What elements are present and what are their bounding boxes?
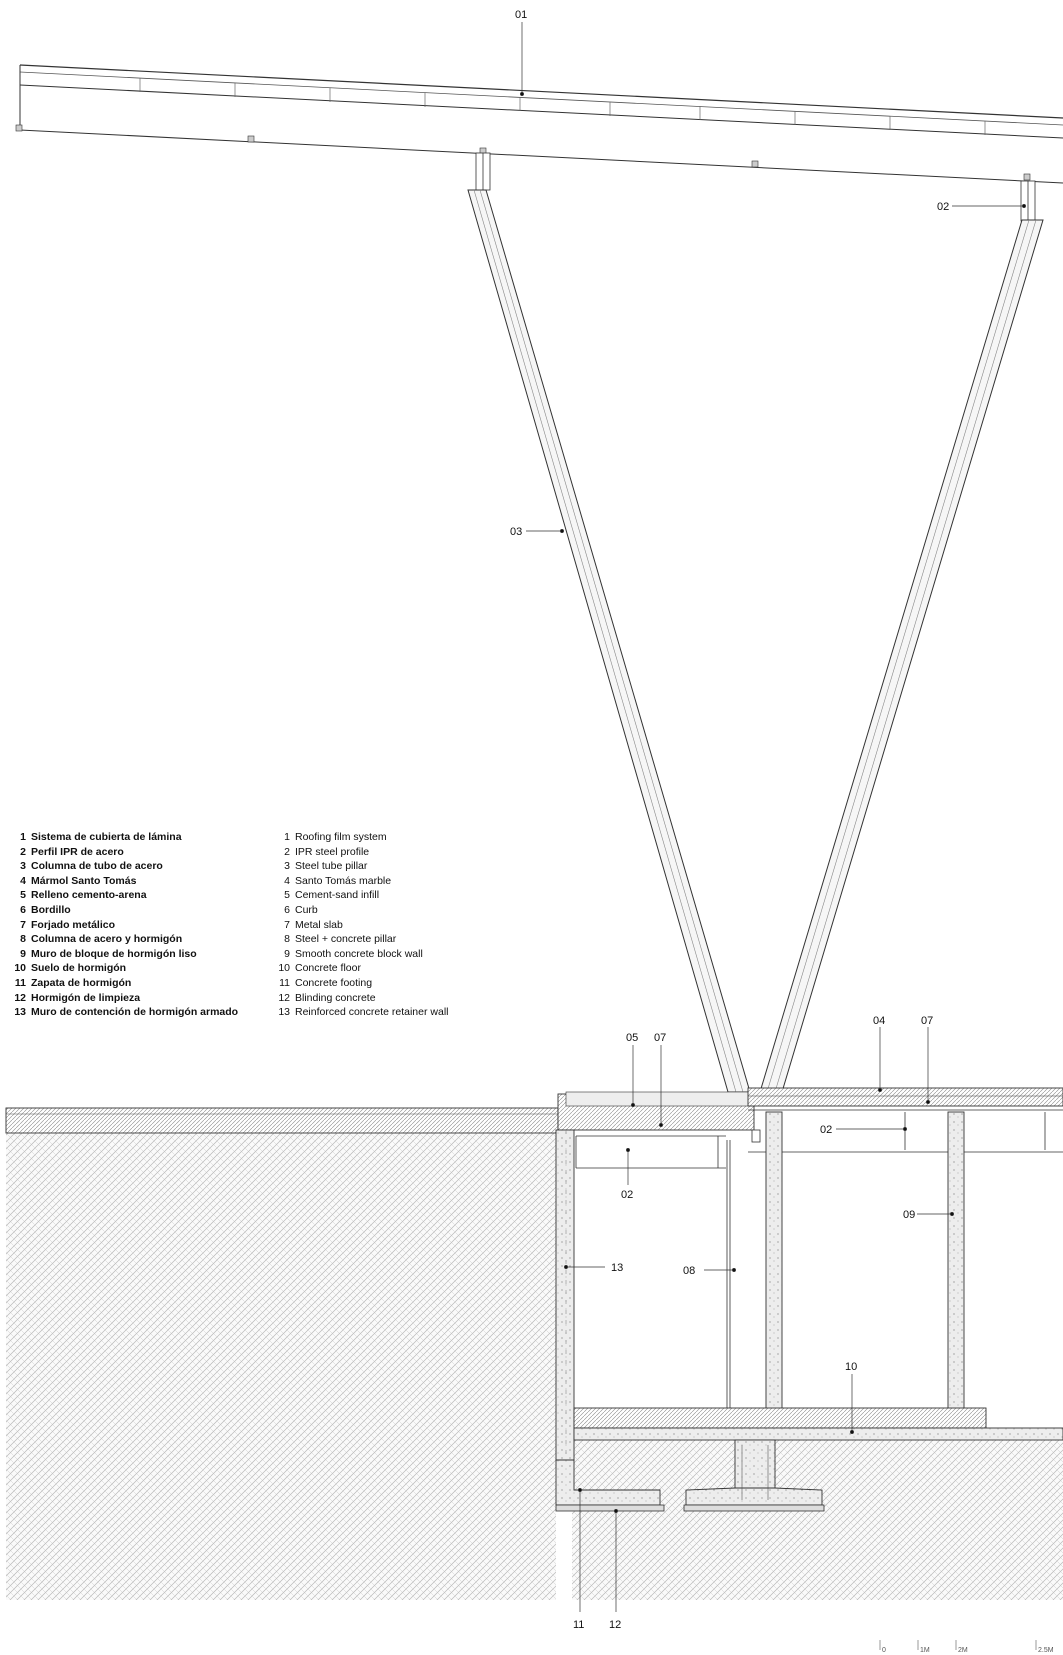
legend-item-label: Blinding concrete xyxy=(295,991,376,1004)
callout-13: 13 xyxy=(611,1262,624,1274)
legend-item-label: Roofing film system xyxy=(295,831,387,843)
soil-fill-left xyxy=(6,1130,556,1600)
legend-item xyxy=(8,932,238,947)
legend-item-label: Cement-sand infill xyxy=(295,889,380,902)
legend-item-number: 9 xyxy=(20,947,26,960)
legend-item-label: Metal slab xyxy=(295,918,343,931)
blinding-concrete xyxy=(556,1505,824,1511)
legend-item-number: 8 xyxy=(284,933,290,946)
roof-system xyxy=(16,65,1063,183)
legend-item-number: 5 xyxy=(20,889,26,902)
callout-01: 01 xyxy=(515,9,528,21)
legend-item xyxy=(272,874,449,889)
legend-item-label: Bordillo xyxy=(31,903,71,916)
legend-item xyxy=(8,888,238,903)
callout-10: 10 xyxy=(845,1361,858,1373)
retaining-wall xyxy=(556,1130,574,1460)
callout-07-right: 07 xyxy=(921,1015,934,1027)
legend-item xyxy=(272,888,449,903)
legend-item-number: 2 xyxy=(284,845,290,858)
callout-02-mid: 02 xyxy=(820,1124,833,1136)
legend-item xyxy=(8,918,238,933)
scale-2m: 2M xyxy=(958,1647,968,1654)
legend-item xyxy=(8,903,238,918)
pavement-slab xyxy=(6,1088,1063,1133)
callout-04: 04 xyxy=(873,1015,886,1027)
legend-item-label: Reinforced concrete retainer wall xyxy=(295,1006,449,1019)
legend-item xyxy=(8,874,238,889)
legend-item-number: 12 xyxy=(278,991,290,1004)
legend-item xyxy=(8,991,238,1006)
legend-item-label: Steel + concrete pillar xyxy=(295,933,397,946)
legend-item-label: IPR steel profile xyxy=(295,845,370,858)
legend-item xyxy=(272,1005,449,1020)
legend-item xyxy=(8,976,238,991)
legend-item xyxy=(272,830,449,845)
legend-item-label: Santo Tomás marble xyxy=(295,874,392,887)
legend-item-number: 2 xyxy=(20,845,26,858)
legend-item-number: 3 xyxy=(20,860,26,873)
legend-item-number: 4 xyxy=(20,874,26,887)
steel-concrete-pillar xyxy=(727,1140,730,1410)
scale-bar xyxy=(880,1640,1054,1654)
legend-item xyxy=(272,918,449,933)
legend-item-label: Suelo de hormigón xyxy=(31,962,127,975)
legend-item-label: Columna de tubo de acero xyxy=(31,860,163,873)
legend-item-number: 10 xyxy=(14,962,26,975)
legend-item-number: 5 xyxy=(284,889,290,902)
legend-item xyxy=(8,830,238,845)
concrete-block-walls xyxy=(766,1112,964,1410)
legend-item xyxy=(8,845,238,860)
legend-item-label: Muro de bloque de hormigón liso xyxy=(31,947,197,960)
legend-item-label: Smooth concrete block wall xyxy=(295,947,423,960)
callout-12: 12 xyxy=(609,1619,622,1631)
legend-item-number: 1 xyxy=(284,831,290,843)
legend-item xyxy=(272,932,449,947)
legend-item-label: Sistema de cubierta de lámina xyxy=(31,831,182,843)
legend-item-number: 9 xyxy=(284,947,290,960)
concrete-floor xyxy=(574,1408,1063,1440)
scale-1m: 1M xyxy=(920,1647,930,1654)
legend-item-label: Hormigón de limpieza xyxy=(31,991,141,1004)
legend-item-label: Forjado metálico xyxy=(31,918,116,931)
legend-english xyxy=(272,830,449,1020)
legend-item xyxy=(8,1005,238,1020)
legend-item xyxy=(272,991,449,1006)
legend-item-number: 11 xyxy=(279,976,290,989)
legend-item xyxy=(272,976,449,991)
legend-item-number: 13 xyxy=(14,1006,26,1019)
legend-item-number: 13 xyxy=(278,1006,290,1019)
legend-item-number: 8 xyxy=(20,933,26,946)
callout-02-top: 02 xyxy=(937,201,950,213)
legend-item xyxy=(8,961,238,976)
legend-item xyxy=(8,859,238,874)
callout-05: 05 xyxy=(626,1032,639,1044)
legend-item-number: 6 xyxy=(20,903,26,916)
legend-item-label: Concrete footing xyxy=(295,976,373,989)
legend-item-number: 7 xyxy=(284,918,290,931)
legend-item-label: Concrete floor xyxy=(295,962,361,975)
legend-item-number: 7 xyxy=(20,918,26,931)
legend-item xyxy=(272,947,449,962)
legend-item-label: Muro de contención de hormigón armado xyxy=(31,1006,239,1019)
legend-item-label: Relleno cemento-arena xyxy=(31,889,147,902)
soil-fill-right xyxy=(572,1440,1063,1600)
legend-item xyxy=(272,903,449,918)
legend-item-number: 3 xyxy=(284,860,290,873)
legend-item-number: 1 xyxy=(20,831,26,843)
legend-item-label: Columna de acero y hormigón xyxy=(31,933,183,946)
callout-09: 09 xyxy=(903,1209,916,1221)
legend-item xyxy=(272,859,449,874)
legend-item xyxy=(272,845,449,860)
legend-spanish xyxy=(8,830,238,1020)
callout-11: 11 xyxy=(573,1619,585,1631)
legend-item xyxy=(272,961,449,976)
steel-tube-pillars xyxy=(468,190,1043,1092)
legend-item-label: Curb xyxy=(295,903,318,916)
scale-0: 0 xyxy=(882,1647,886,1654)
callout-07-left: 07 xyxy=(654,1032,667,1044)
legend-item-number: 4 xyxy=(284,874,290,887)
legend-item-label: Perfil IPR de acero xyxy=(31,845,124,858)
legend-item-label: Mármol Santo Tomás xyxy=(31,874,137,887)
scale-2-5m: 2.5M xyxy=(1038,1647,1054,1654)
legend-item-number: 12 xyxy=(14,991,26,1004)
legend-item-label: Zapata de hormigón xyxy=(31,976,132,989)
legend-item-number: 10 xyxy=(278,962,290,975)
legend-item-number: 6 xyxy=(284,903,290,916)
callout-02-low: 02 xyxy=(621,1189,634,1201)
callout-08: 08 xyxy=(683,1265,696,1277)
legend-item xyxy=(8,947,238,962)
callout-03: 03 xyxy=(510,526,523,538)
legend-item-label: Steel tube pillar xyxy=(295,860,368,873)
legend-item-number: 11 xyxy=(14,976,26,989)
